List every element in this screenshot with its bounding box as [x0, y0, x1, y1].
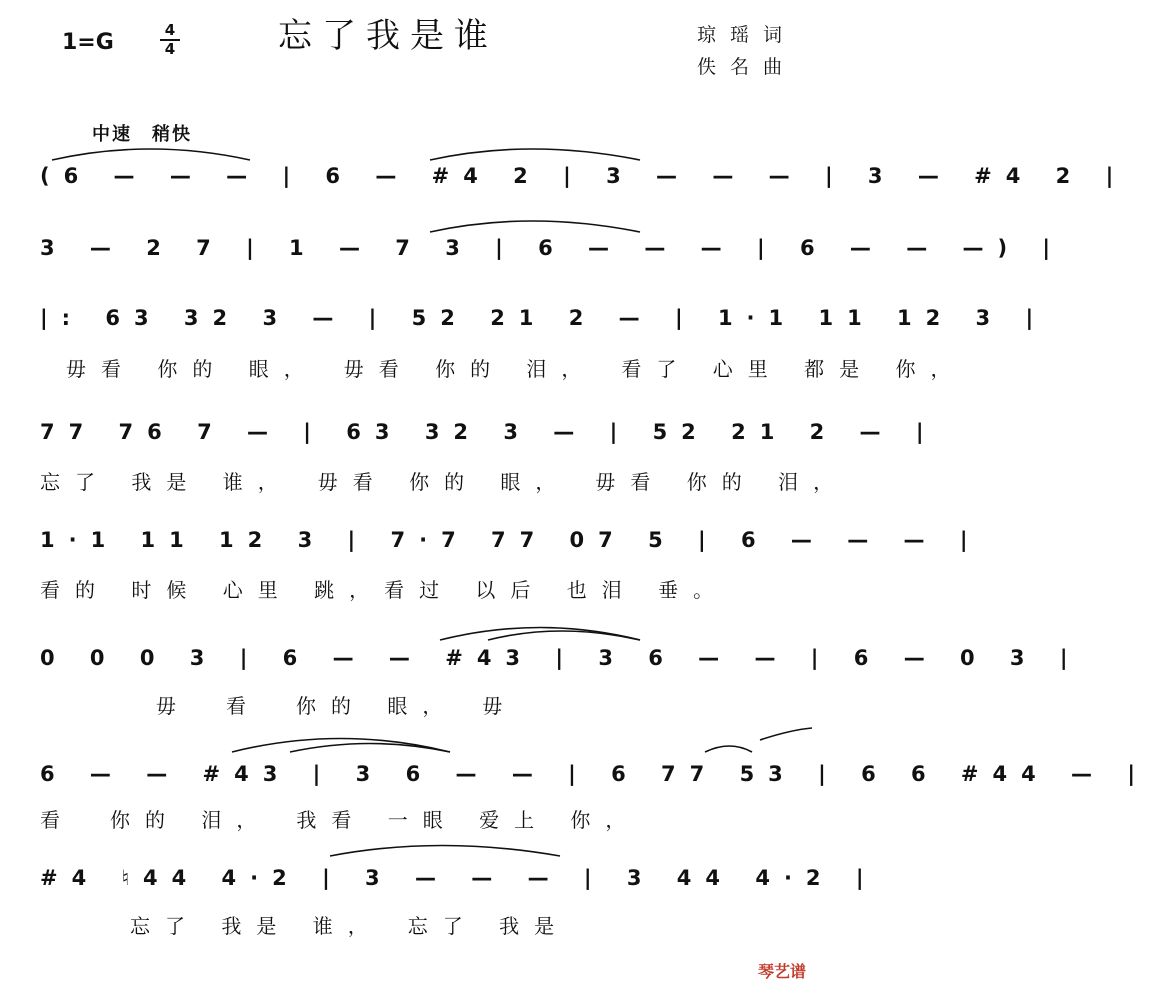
- score-row-1-notes: (6 — — — | 6 — #4 2 | 3 — — — | 3 — #4 2 |: [40, 164, 1128, 188]
- score-row-8-lyrics: 忘了 我是 谁， 忘了 我是: [130, 914, 570, 938]
- score-row-5-lyrics: 看的 时候 心里 跳，看过 以后 也泪 垂。: [40, 578, 729, 602]
- score-row-6-lyrics: 毋 看 你的 眼， 毋: [156, 694, 518, 718]
- watermark-logo: 琴艺谱: [757, 962, 806, 981]
- meter-top: 4: [164, 21, 176, 39]
- score-row-3-lyrics: 毋看 你的 眼， 毋看 你的 泪， 看了 心里 都是 你，: [66, 357, 966, 381]
- score-row-4-lyrics: 忘了 我是 谁， 毋看 你的 眼， 毋看 你的 泪，: [40, 470, 849, 494]
- score-row-2-notes: 3 — 2 7 | 1 — 7 3 | 6 — — — | 6 — — —) |: [40, 236, 1065, 260]
- song-title: 忘了我是谁: [278, 16, 498, 56]
- score-row-5-notes: 1·1 11 12 3 | 7·7 77 07 5 | 6 — — — |: [40, 528, 982, 552]
- composer-credit: 佚名曲: [697, 56, 797, 78]
- tempo-marking: 中速 稍快: [92, 124, 192, 145]
- score-row-3-notes: |: 63 32 3 — | 52 21 2 — | 1·1 11 12 3 |: [40, 306, 1048, 330]
- score-row-7-notes: 6 — — #43 | 3 6 — — | 6 77 53 | 6 6 #44 — |: [40, 762, 1149, 786]
- score-row-8-notes: #4 ♮44 4·2 | 3 — — — | 3 44 4·2 |: [40, 866, 878, 890]
- score-row-6-notes: 0 0 0 3 | 6 — — #43 | 3 6 — — | 6 — 0 3 |: [40, 646, 1082, 670]
- score-row-7-lyrics: 看 你的 泪， 我看 一眼 爱上 你，: [40, 808, 641, 832]
- meter-bottom: 4: [160, 39, 180, 58]
- key-signature: 1=G: [62, 30, 114, 55]
- score-row-4-notes: 77 76 7 — | 63 32 3 — | 52 21 2 — |: [40, 420, 938, 444]
- lyricist-credit: 琼瑶词: [697, 24, 797, 46]
